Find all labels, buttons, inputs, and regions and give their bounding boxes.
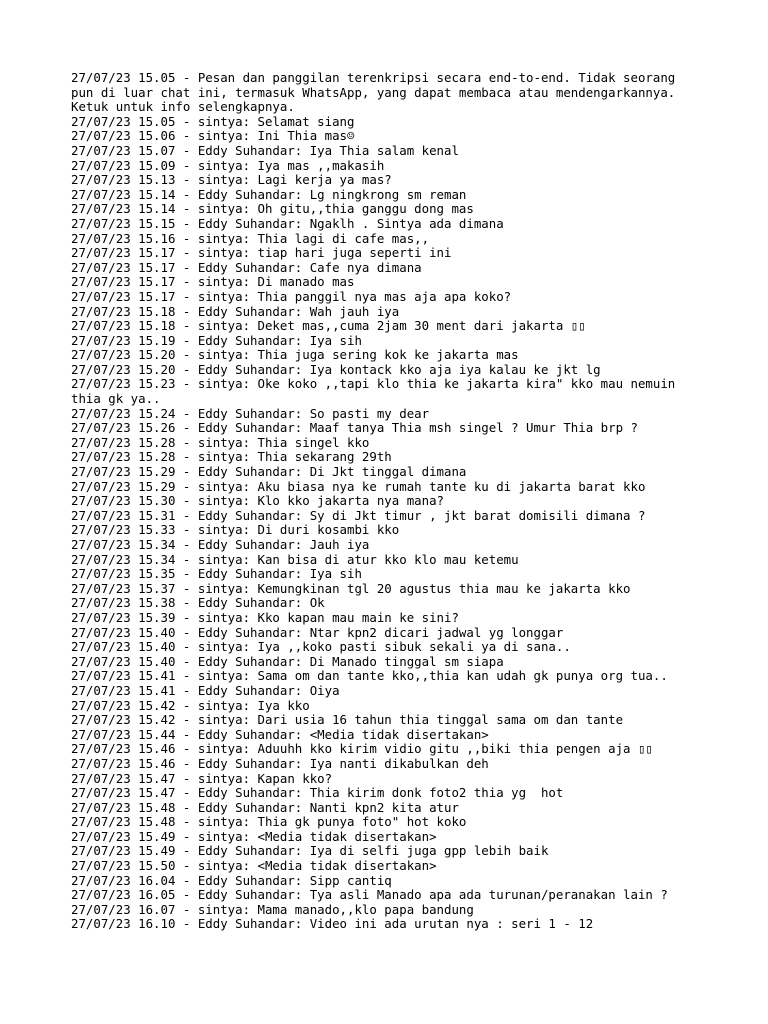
chat-line: 27/07/23 15.17 - sintya: Di manado mas xyxy=(71,274,355,290)
chat-line: 27/07/23 16.05 - Eddy Suhandar: Tya asli Manado apa ada turunan/peranakan lain ? xyxy=(71,887,668,903)
chat-line: 27/07/23 15.46 - sintya: Aduuhh kko kirim vidio gitu ,,biki thia pengen aja ▯▯ xyxy=(71,741,653,757)
chat-line: 27/07/23 15.17 - sintya: tiap hari juga seperti ini xyxy=(71,245,452,261)
chat-line: 27/07/23 15.24 - Eddy Suhandar: So pasti my dear xyxy=(71,405,430,421)
chat-line: 27/07/23 15.15 - Eddy Suhandar: Ngaklh . Sintya ada dimana xyxy=(71,215,504,231)
chat-line: 27/07/23 15.20 - Eddy Suhandar: Iya kontack kko aja iya kalau ke jkt lg xyxy=(71,361,601,377)
chat-line: 27/07/23 15.33 - sintya: Di duri kosambi kko xyxy=(71,522,400,538)
chat-line: 27/07/23 15.41 - sintya: Sama om dan tante kko,,thia kan udah gk punya org tua.. xyxy=(71,668,668,684)
chat-line: pun di luar chat ini, termasuk WhatsApp, yang dapat membaca atau mendengarkannya. xyxy=(71,84,676,100)
chat-line: 27/07/23 15.05 - sintya: Selamat siang xyxy=(71,113,355,129)
chat-transcript xyxy=(71,71,721,932)
chat-line: 27/07/23 15.40 - sintya: Iya ,,koko pasti sibuk sekali ya di sana.. xyxy=(71,639,571,655)
chat-line: 27/07/23 15.50 - sintya: <Media tidak disertakan> xyxy=(71,858,437,874)
chat-line: 27/07/23 15.18 - sintya: Deket mas,,cuma 2jam 30 ment dari jakarta ▯▯ xyxy=(71,318,586,334)
chat-line: 27/07/23 15.42 - sintya: Iya kko xyxy=(71,697,310,713)
chat-line: 27/07/23 15.20 - sintya: Thia juga sering kok ke jakarta mas xyxy=(71,347,519,363)
chat-line: 27/07/23 15.49 - Eddy Suhandar: Iya di selfi juga gpp lebih baik xyxy=(71,843,549,859)
chat-line: 27/07/23 15.19 - Eddy Suhandar: Iya sih xyxy=(71,332,362,348)
chat-line: 27/07/23 15.38 - Eddy Suhandar: Ok xyxy=(71,595,325,611)
chat-line: 27/07/23 15.41 - Eddy Suhandar: Oiya xyxy=(71,682,340,698)
chat-line: 27/07/23 15.48 - sintya: Thia gk punya foto" hot koko xyxy=(71,814,467,830)
chat-line: 27/07/23 15.34 - Eddy Suhandar: Jauh iya xyxy=(71,537,370,552)
chat-line: 27/07/23 15.37 - sintya: Kemungkinan tgl 20 agustus thia mau ke jakarta kko xyxy=(71,580,631,596)
chat-line: 27/07/23 15.18 - Eddy Suhandar: Wah jauh iya xyxy=(71,303,400,319)
chat-line: 27/07/23 15.29 - sintya: Aku biasa nya ke rumah tante ku di jakarta barat kko xyxy=(71,478,646,494)
chat-line: 27/07/23 15.26 - Eddy Suhandar: Maaf tanya Thia msh singel ? Umur Thia brp ? xyxy=(71,420,638,436)
chat-line: 27/07/23 15.23 - sintya: Oke koko ,,tapi klo thia ke jakarta kira" kko mau nemuin xyxy=(71,376,676,392)
chat-line: 27/07/23 15.28 - sintya: Thia singel kko xyxy=(71,434,370,450)
chat-line: 27/07/23 15.14 - Eddy Suhandar: Lg ningkrong sm reman xyxy=(71,186,467,202)
chat-line: 27/07/23 16.10 - Eddy Suhandar: Video ini ada urutan nya : seri 1 - 12 xyxy=(71,916,594,932)
chat-line: 27/07/23 15.16 - sintya: Thia lagi di cafe mas,, xyxy=(71,230,430,246)
chat-line: 27/07/23 15.39 - sintya: Kko kapan mau main ke sini? xyxy=(71,609,459,625)
chat-line: 27/07/23 15.17 - Eddy Suhandar: Cafe nya dimana xyxy=(71,259,422,275)
chat-line: 27/07/23 15.44 - Eddy Suhandar: <Media tidak disertakan> xyxy=(71,726,489,742)
chat-line: 27/07/23 15.48 - Eddy Suhandar: Nanti kpn2 kita atur xyxy=(71,799,459,815)
chat-line: 27/07/23 15.47 - sintya: Kapan kko? xyxy=(71,770,333,786)
chat-line: 27/07/23 15.13 - sintya: Lagi kerja ya mas? xyxy=(71,172,392,188)
chat-line: 27/07/23 15.05 - Pesan dan panggilan terenkripsi secara end-to-end. Tidak seorang xyxy=(71,70,676,85)
chat-line: 27/07/23 16.04 - Eddy Suhandar: Sipp cantiq xyxy=(71,872,392,888)
chat-line: 27/07/23 15.47 - Eddy Suhandar: Thia kirim donk foto2 thia yg hot xyxy=(71,785,564,801)
chat-line: 27/07/23 15.40 - Eddy Suhandar: Ntar kpn2 dicari jadwal yg longgar xyxy=(71,624,564,640)
chat-line: 27/07/23 15.46 - Eddy Suhandar: Iya nanti dikabulkan deh xyxy=(71,755,489,771)
chat-line: Ketuk untuk info selengkapnya. xyxy=(71,99,295,115)
chat-line: 27/07/23 15.42 - sintya: Dari usia 16 tahun thia tinggal sama om dan tante xyxy=(71,712,624,728)
chat-line: 27/07/23 15.35 - Eddy Suhandar: Iya sih xyxy=(71,566,362,582)
chat-line: thia gk ya.. xyxy=(71,391,161,407)
chat-line: 27/07/23 16.07 - sintya: Mama manado,,klo papa bandung xyxy=(71,901,474,917)
chat-line: 27/07/23 15.14 - sintya: Oh gitu,,thia ganggu dong mas xyxy=(71,201,474,217)
chat-line: 27/07/23 15.30 - sintya: Klo kko jakarta nya mana? xyxy=(71,493,444,509)
chat-line: 27/07/23 15.29 - Eddy Suhandar: Di Jkt tinggal dimana xyxy=(71,464,467,480)
chat-line: 27/07/23 15.40 - Eddy Suhandar: Di Manado tinggal sm siapa xyxy=(71,653,504,669)
chat-line: 27/07/23 15.31 - Eddy Suhandar: Sy di Jkt timur , jkt barat domisili dimana ? xyxy=(71,507,646,523)
chat-line: 27/07/23 15.17 - sintya: Thia panggil nya mas aja apa koko? xyxy=(71,288,512,304)
chat-line: 27/07/23 15.07 - Eddy Suhandar: Iya Thia salam kenal xyxy=(71,142,459,158)
chat-line: 27/07/23 15.49 - sintya: <Media tidak disertakan> xyxy=(71,828,437,844)
chat-line: 27/07/23 15.06 - sintya: Ini Thia mas☺ xyxy=(71,128,355,144)
chat-line: 27/07/23 15.34 - sintya: Kan bisa di atur kko klo mau ketemu xyxy=(71,551,519,567)
chat-line: 27/07/23 15.09 - sintya: Iya mas ,,makasih xyxy=(71,157,385,173)
chat-line: 27/07/23 15.28 - sintya: Thia sekarang 29th xyxy=(71,449,392,465)
